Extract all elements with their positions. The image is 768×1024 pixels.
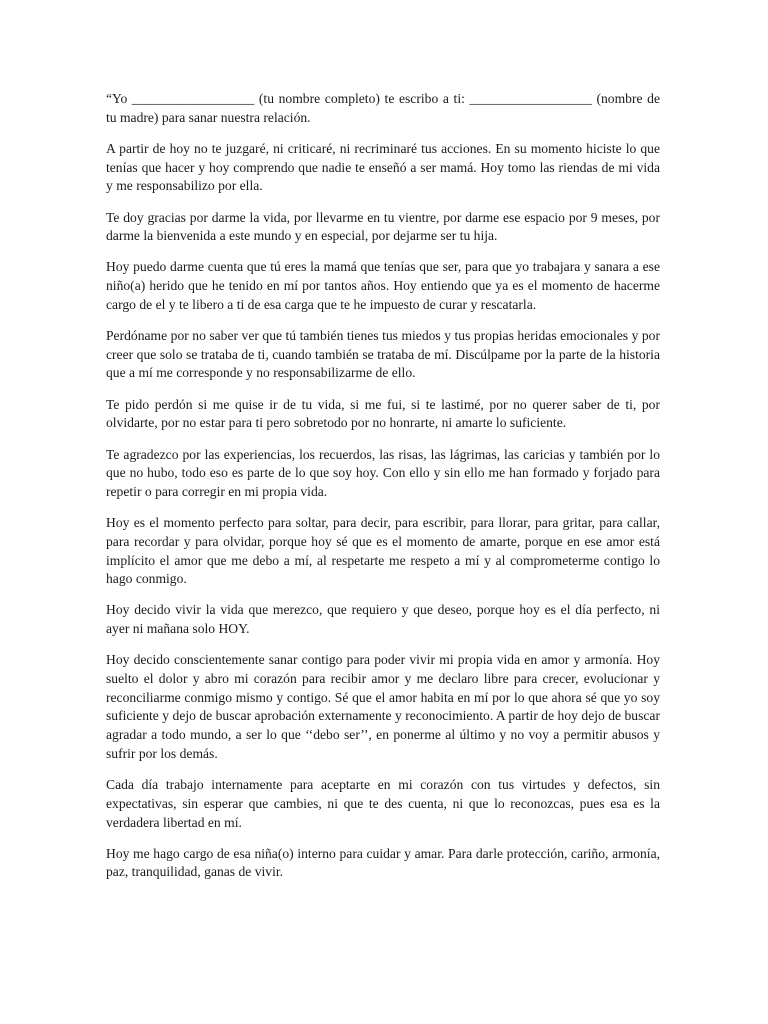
paragraph-apology: Te pido perdón si me quise ir de tu vida, si me fui, si te lastimé, por no querer saber de ti, por olvidarte, por no estar para ti pero sobretodo por no honrarte, ni amarte lo suficiente. [106, 396, 660, 431]
paragraph-acceptance: Cada día trabajo internamente para aceptarte en mi corazón con tus virtudes y defectos, sin expectativas, sin esperar que cambies, ni que te des cuenta, ni que lo reconozcas, pues esa es la verdadera libertad en mí. [106, 777, 660, 830]
paragraph-greeting: “Yo __________________ (tu nombre completo) te escribo a ti: __________________ (nombre de tu madre) para sanar nuestra relación. [106, 91, 660, 125]
paragraph-no-judgment: A partir de hoy no te juzgaré, ni criticaré, ni recriminaré tus acciones. En su momento hiciste lo que tenías que hacer y hoy comprendo que nadie te enseñó a ser mamá. Hoy tomo las riendas de mi vida y me responsabilizo por ella. [106, 140, 660, 194]
paragraph-thanks-experiences: Te agradezco por las experiencias, los recuerdos, las risas, las lágrimas, las caricias y también por lo que no hubo, todo eso es parte de lo que soy hoy. Con ello y sin ello me han formado y forjado para repetir o para corregir en mi propia vida. [106, 446, 660, 499]
paragraph-decide-to-live: Hoy decido vivir la vida que merezco, que requiero y que deseo, porque hoy es el día perfecto, ni ayer ni mañana solo HOY. [106, 602, 660, 637]
paragraph-perfect-moment: Hoy es el momento perfecto para soltar, para decir, para escribir, para llorar, para gritar, para callar, para recordar y para olvidar, porque hoy sé que es el momento de amarte, porque en ese amor está implícito el amor que me debo a mí, al respetarte me respeto a mí y al comprometerme contigo lo hago conmigo. [106, 515, 660, 587]
paragraph-gratitude-life: Te doy gracias por darme la vida, por llevarme en tu vientre, por darme ese espacio por 9 meses, por darme la bienvenida a este mundo y en especial, por dejarme ser tu hija. [106, 209, 660, 244]
paragraph-forgiveness-request: Perdóname por no saber ver que tú también tienes tus miedos y tus propias heridas emocionales y por creer que solo se trataba de ti, cuando también se trataba de mí. Discúlpame por la parte de la historia que a mí me corresponde y no responsabilizarme de ello. [106, 328, 660, 381]
paragraph-conscious-healing: Hoy decido conscientemente sanar contigo para poder vivir mi propia vida en amor y armonía. Hoy suelto el dolor y abro mi corazón para recibir amor y me declaro libre para crecer, evolucionar y reconciliarme conmigo mismo y contigo. Sé que el amor habita en mí por lo que ahora sé que yo soy suficiente y dejo de buscar aprobación externamente y reconocimiento. A partir de hoy dejo de buscar agradar a todo mundo, a ser lo que ‘‘debo ser’’, en ponerme al último y no voy a permitir abusos y sufrir por los demás. [106, 652, 660, 761]
paragraph-inner-child: Hoy me hago cargo de esa niña(o) interno para cuidar y amar. Para darle protección, cariño, armonía, paz, tranquilidad, ganas de vivir. [106, 845, 660, 880]
paragraph-realization: Hoy puedo darme cuenta que tú eres la mamá que tenías que ser, para que yo trabajara y sanara a ese niño(a) herido que he tenido en mí por tantos años. Hoy entiendo que ya es el momento de hacerme cargo de el y te libero a ti de esa carga que te he impuesto de curar y rescatarla. [106, 259, 660, 312]
document-page [106, 90, 660, 895]
